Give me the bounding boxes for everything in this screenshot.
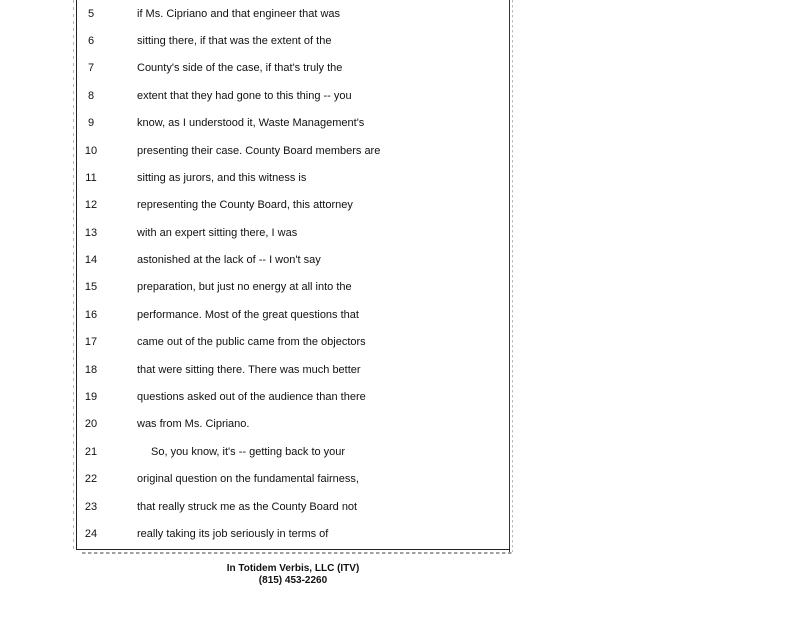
line-number: 7	[87, 62, 95, 74]
line-text: original question on the fundamental fairness,	[137, 473, 359, 485]
footer-company: In Totidem Verbis, LLC (ITV)	[226, 563, 360, 574]
line-text: performance. Most of the great questions that	[137, 309, 359, 321]
line-text: sitting as jurors, and this witness is	[137, 172, 307, 184]
line-text: that were sitting there. There was much better	[137, 364, 361, 376]
line-number: 6	[87, 35, 95, 47]
line-number: 15	[84, 281, 98, 293]
line-number: 12	[84, 199, 98, 211]
line-text: came out of the public came from the objectors	[137, 336, 366, 348]
line-number: 19	[84, 391, 98, 403]
line-number: 18	[84, 364, 98, 376]
line-number: 8	[87, 90, 95, 102]
line-text: sitting there, if that was the extent of the	[137, 35, 332, 47]
page-edge-left-shadow	[73, 0, 74, 550]
line-text: really taking its job seriously in terms of	[137, 528, 329, 540]
line-number: 17	[84, 336, 98, 348]
page-edge-right-shadow	[512, 0, 513, 552]
line-number: 24	[84, 528, 98, 540]
line-number: 21	[84, 446, 98, 458]
page-border-right	[509, 0, 510, 552]
line-text: was from Ms. Cipriano.	[137, 418, 250, 430]
line-text: So, you know, it's -- getting back to your	[151, 446, 346, 458]
line-number: 14	[84, 254, 98, 266]
line-number: 23	[84, 501, 98, 513]
line-text: with an expert sitting there, I was	[137, 227, 298, 239]
line-text: that really struck me as the County Board not	[137, 501, 358, 513]
line-number: 11	[85, 172, 97, 184]
line-text: preparation, but just no energy at all into the	[137, 281, 352, 293]
page-edge-bottom-shadow	[82, 552, 512, 554]
line-text: presenting their case. County Board members are	[137, 145, 381, 157]
footer-phone: (815) 453-2260	[258, 575, 328, 586]
line-number: 20	[84, 418, 98, 430]
page-border-bottom	[76, 549, 510, 550]
line-text: know, as I understood it, Waste Management's	[137, 117, 365, 129]
line-number: 13	[84, 227, 98, 239]
line-number: 16	[84, 309, 98, 321]
line-text: County's side of the case, if that's truly the	[137, 62, 343, 74]
line-number: 5	[87, 8, 95, 20]
page-border-left	[76, 0, 77, 550]
line-text: questions asked out of the audience than there	[137, 391, 366, 403]
line-number: 10	[84, 145, 98, 157]
line-text: extent that they had gone to this thing -- you	[137, 90, 352, 102]
line-number: 22	[84, 473, 98, 485]
line-text: representing the County Board, this attorney	[137, 199, 353, 211]
line-text: if Ms. Cipriano and that engineer that was	[137, 8, 341, 20]
line-number: 9	[87, 117, 95, 129]
line-text: astonished at the lack of -- I won't say	[137, 254, 321, 266]
